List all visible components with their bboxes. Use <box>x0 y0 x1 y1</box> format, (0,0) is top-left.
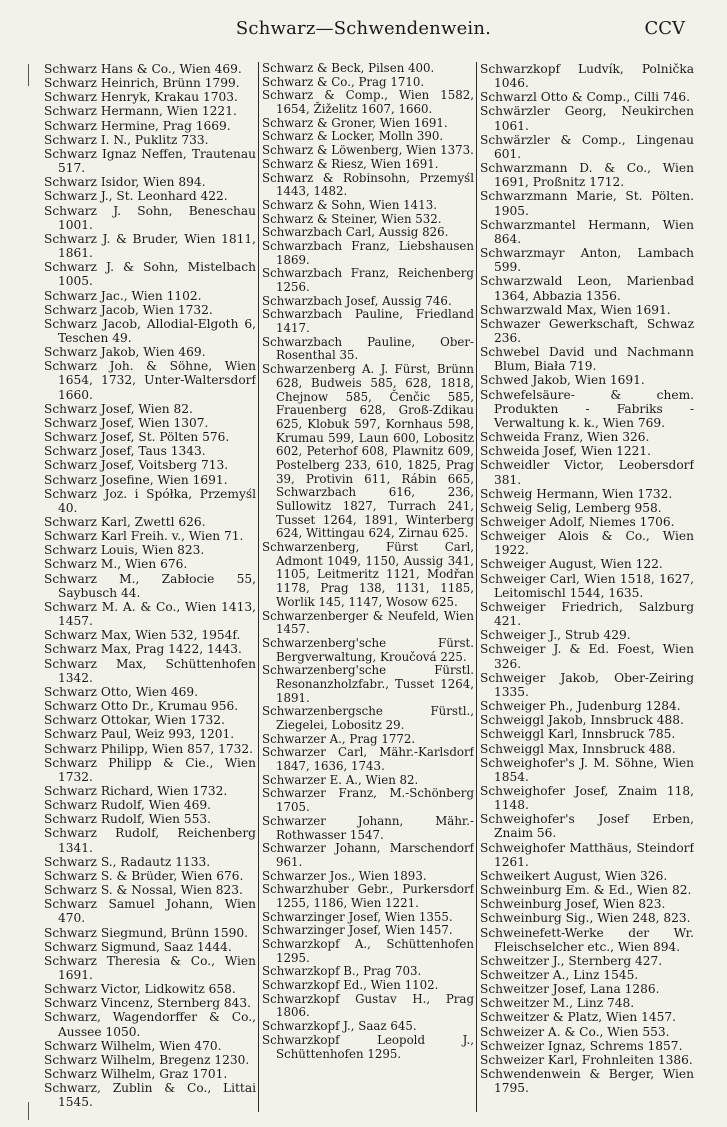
directory-entry: Schwarzkopf Ed., Wien 1102. <box>262 978 439 993</box>
directory-entry: Schwarzkopf J., Saaz 645. <box>262 1019 417 1034</box>
directory-entry: Schwarzenberg'sche Fürstl. Resonanzholzfabr., Tusset 1264, 1891. <box>262 663 474 705</box>
directory-entry: Schwarz Siegmund, Brünn 1590. <box>44 925 249 940</box>
margin-mark <box>28 1102 29 1120</box>
directory-entry: Schwarz Josefine, Wien 1691. <box>44 472 228 487</box>
directory-entry: Schwarz Rudolf, Reichenberg 1341. <box>44 826 256 855</box>
directory-entry: Schwarz & Groner, Wien 1691. <box>262 115 448 130</box>
directory-entry: Schwarz S. & Brüder, Wien 676. <box>44 868 244 883</box>
directory-entry: Schwarz Josef, Voitsberg 713. <box>44 458 229 473</box>
directory-entry: Schwarzkopf B., Prag 703. <box>262 964 422 979</box>
directory-entry: Schwarzwald Leon, Marienbad 1364, Abbazia 1356. <box>480 274 694 303</box>
directory-entry: Schwarz J. & Sohn, Mistelbach 1005. <box>44 260 256 289</box>
directory-entry: Schwarzer Franz, M.-Schönberg 1705. <box>262 786 474 815</box>
directory-entry: Schwarzer Johann, Mähr.-Rothwasser 1547. <box>262 813 474 842</box>
directory-entry: Schwarzmann D. & Co., Wien 1691, Proßnitz 1712. <box>480 161 694 190</box>
directory-entry: Schwarzer E. A., Wien 82. <box>262 772 419 787</box>
directory-entry: Schwarz Philipp, Wien 857, 1732. <box>44 741 253 756</box>
page-number: CCV <box>644 18 685 39</box>
directory-entry: Schwarz Rudolf, Wien 469. <box>44 798 212 813</box>
directory-entry: Schwarz Paul, Weiz 993, 1201. <box>44 727 235 742</box>
directory-entry: Schwarz Jakob, Wien 469. <box>44 345 206 360</box>
directory-entry: Schwärzler & Comp., Lingenau 601. <box>480 132 694 161</box>
directory-entry: Schwarz Samuel Johann, Wien 470. <box>44 897 256 926</box>
directory-entry: Schwarz Max, Prag 1422, 1443. <box>44 642 242 657</box>
directory-entry: Schwarz J. & Bruder, Wien 1811, 1861. <box>44 231 256 261</box>
directory-entry: Schwarzmantel Hermann, Wien 864. <box>480 217 694 246</box>
directory-entry: Schweighofer Matthäus, Steindorf 1261. <box>480 840 694 869</box>
directory-entry: Schwarz & Steiner, Wien 532. <box>262 211 442 226</box>
directory-entry: Schwarz Henryk, Krakau 1703. <box>44 90 238 105</box>
directory-entry: Schwarz, Wagendorffer & Co., Aussee 1050. <box>44 1010 256 1039</box>
directory-entry: Schwarz M. A. & Co., Wien 1413, 1457. <box>44 599 256 629</box>
directory-entry: Schwed Jakob, Wien 1691. <box>480 373 645 388</box>
directory-entry: Schweinburg Em. & Ed., Wien 82. <box>480 883 692 898</box>
directory-entry: Schweiggl Max, Innsbruck 488. <box>480 741 676 756</box>
directory-entry: Schwarz S., Radautz 1133. <box>44 854 211 869</box>
column-rule <box>476 62 477 1112</box>
directory-entry: Schwarz Wilhelm, Bregenz 1230. <box>44 1052 250 1067</box>
directory-entry: Schwarz & Comp., Wien 1582, 1654, Žiželitz 1607, 1660. <box>262 88 474 117</box>
directory-entry: Schweiger Friedrich, Salzburg 421. <box>480 599 694 629</box>
directory-entry: Schwarz & Robinsohn, Przemyśl 1443, 1482. <box>262 170 474 199</box>
directory-entry: Schweida Franz, Wien 326. <box>480 430 650 445</box>
directory-entry: Schwarz Josef, St. Pölten 576. <box>44 430 230 445</box>
directory-entry: Schwarz Josef, Wien 82. <box>44 401 193 416</box>
directory-entry: Schwarz Victor, Lidkowitz 658. <box>44 982 236 997</box>
directory-entry: Schwarzkopf Gustav H., Prag 1806. <box>262 991 474 1020</box>
directory-entry: Schwarzmann Marie, St. Pölten. 1905. <box>480 189 694 218</box>
directory-entry: Schwarz Wilhelm, Graz 1701. <box>44 1067 228 1082</box>
directory-entry: Schwarz & Riesz, Wien 1691. <box>262 156 439 171</box>
directory-entry: Schwarz Ottokar, Wien 1732. <box>44 713 225 728</box>
directory-entry: Schwarz Heinrich, Brünn 1799. <box>44 76 240 91</box>
directory-entry: Schweiger Jakob, Ober-Zeiring 1335. <box>480 670 694 699</box>
directory-entry: Schwarz Jacob, Allodial-Elgoth 6, Teschen 49. <box>44 316 256 345</box>
directory-entry: Schwarz & Locker, Molln 390. <box>262 129 444 144</box>
directory-entry: Schwarzenbergsche Fürstl., Ziegelei, Lobositz 29. <box>262 704 474 732</box>
directory-entry: Schwarz Max, Schüttenhofen 1342. <box>44 656 256 685</box>
directory-entry: Schwarz & Sohn, Wien 1413. <box>262 197 437 212</box>
directory-entry: Schweiger J. & Ed. Foest, Wien 326. <box>480 642 694 671</box>
directory-entry: Schweiger J., Strub 429. <box>480 628 631 643</box>
directory-entry: Schwarzer Jos., Wien 1893. <box>262 868 427 883</box>
directory-entry: Schwarz Hans & Co., Wien 469. <box>44 62 242 76</box>
directory-entry: Schwarz Richard, Wien 1732. <box>44 783 228 798</box>
directory-entry: Schwarz Karl Freih. v., Wien 71. <box>44 529 244 544</box>
directory-entry: Schwarz Josef, Taus 1343. <box>44 444 206 459</box>
directory-entry: Schwarz Jac., Wien 1102. <box>44 288 202 303</box>
directory-entry: Schwarz & Co., Prag 1710. <box>262 74 425 89</box>
directory-entry: Schweiggl Karl, Innsbruck 785. <box>480 727 676 742</box>
directory-entry: Schwarzkopf Leopold J., Schüttenhofen 1295. <box>262 1032 474 1061</box>
directory-entry: Schwarzmayr Anton, Lambach 599. <box>480 246 694 275</box>
directory-entry: Schwarzinger Josef, Wien 1355. <box>262 909 453 924</box>
directory-entry: Schwarz & Löwenberg, Wien 1373. <box>262 143 474 158</box>
directory-entry: Schwarzbach Carl, Aussig 826. <box>262 225 449 240</box>
directory-entry: Schwarz Philipp & Cie., Wien 1732. <box>44 755 256 784</box>
directory-entry: Schwarz J., St. Leonhard 422. <box>44 189 228 204</box>
directory-entry: Schweiger Alois & Co., Wien 1922. <box>480 529 694 558</box>
directory-entry: Schwarz M., Zabłocie 55, Saybusch 44. <box>44 571 256 600</box>
directory-entry: Schweiger Adolf, Niemes 1706. <box>480 515 675 529</box>
directory-entry: Schwarzkopf Ludvík, Polnička 1046. <box>480 62 694 91</box>
column-rule <box>258 62 259 1112</box>
column-1 <box>44 62 256 1112</box>
directory-entry: Schwefelsäure- & chem. Produkten - Fabriks - Verwaltung k. k., Wien 769. <box>480 387 694 430</box>
directory-entry: Schweiger August, Wien 122. <box>480 557 663 572</box>
directory-entry: Schwarzbach Franz, Reichenberg 1256. <box>262 266 474 294</box>
directory-entry: Schwarzer A., Prag 1772. <box>262 731 416 746</box>
directory-entry: Schweighofer's J. M. Söhne, Wien 1854. <box>480 755 694 784</box>
directory-entry: Schwarzbach Josef, Aussig 746. <box>262 293 452 308</box>
directory-entry: Schwarzenberg'sche Fürst. Bergverwaltung, Kroučová 225. <box>262 635 474 664</box>
directory-entry: Schwarz, Zublin & Co., Littai 1545. <box>44 1081 256 1110</box>
directory-entry: Schwarz Vincenz, Sternberg 843. <box>44 996 252 1011</box>
directory-entry: Schwarzbach Franz, Liebshausen 1869. <box>262 238 474 267</box>
directory-entry: Schwarz Otto, Wien 469. <box>44 684 198 699</box>
directory-entry: Schwarz Hermine, Prag 1669. <box>44 118 231 133</box>
directory-entry: Schwarzinger Josef, Wien 1457. <box>262 923 453 938</box>
directory-entry: Schwarz M., Wien 676. <box>44 557 188 572</box>
directory-entry: Schwazer Gewerkschaft, Schwaz 236. <box>480 316 694 345</box>
directory-entry: Schwarzwald Max, Wien 1691. <box>480 302 671 317</box>
directory-entry: Schwarzer Johann, Marschendorf 961. <box>262 841 474 869</box>
directory-entry: Schwendenwein & Berger, Wien 1795. <box>480 1067 694 1096</box>
directory-entry: Schwarz Josef, Wien 1307. <box>44 415 209 430</box>
margin-mark <box>28 64 29 86</box>
directory-columns <box>44 62 694 1112</box>
directory-entry: Schwarz Isidor, Wien 894. <box>44 175 206 190</box>
directory-entry: Schweig Hermann, Wien 1732. <box>480 486 673 501</box>
directory-entry: Schweiger Ph., Judenburg 1284. <box>480 699 681 714</box>
directory-entry: Schweizer Ignaz, Schrems 1857. <box>480 1038 683 1053</box>
directory-entry: Schwarz S. & Nossal, Wien 823. <box>44 883 243 898</box>
column-3 <box>480 62 694 1112</box>
directory-entry: Schwarz Hermann, Wien 1221. <box>44 104 237 119</box>
directory-entry: Schwarz Louis, Wien 823. <box>44 543 205 558</box>
directory-entry: Schwarzenberg, Fürst Carl, Admont 1049, 1150, Aussig 341, 1105, Leitmeritz 1121, Modřan 1178, Prag 138, 1131, 1185, Worlik 145, 1147, Wosow 625. <box>262 540 474 609</box>
column-2 <box>262 62 474 1112</box>
directory-entry: Schwarz Ignaz Neffen, Trautenau 517. <box>44 146 256 176</box>
directory-entry: Schweinburg Josef, Wien 823. <box>480 897 666 912</box>
directory-entry: Schwarz Jacob, Wien 1732. <box>44 302 213 317</box>
directory-entry: Schweinburg Sig., Wien 248, 823. <box>480 911 691 926</box>
directory-entry: Schwarz Karl, Zwettl 626. <box>44 515 206 529</box>
directory-entry: Schwarzl Otto & Comp., Cilli 746. <box>480 90 691 105</box>
directory-entry: Schwarz Wilhelm, Wien 470. <box>44 1038 222 1053</box>
directory-entry: Schwarz & Beck, Pilsen 400. <box>262 62 435 75</box>
directory-entry: Schweinefett-Werke der Wr. Fleischselcher etc., Wien 894. <box>480 925 694 954</box>
directory-entry: Schwarz Sigmund, Saaz 1444. <box>44 939 232 954</box>
directory-entry: Schwarz J. Sohn, Beneschau 1001. <box>44 203 256 232</box>
directory-entry: Schwarzer Carl, Mähr.-Karlsdorf 1847, 1636, 1743. <box>262 745 474 774</box>
directory-entry: Schwarz Rudolf, Wien 553. <box>44 812 212 827</box>
directory-entry: Schweig Selig, Lemberg 958. <box>480 500 662 515</box>
directory-entry: Schwarzhuber Gebr., Purkersdorf 1255, 1186, Wien 1221. <box>262 882 474 910</box>
directory-entry: Schweighofer Josef, Znaim 118, 1148. <box>480 783 694 813</box>
directory-entry: Schweizer Karl, Frohnleiten 1386. <box>480 1052 693 1067</box>
directory-entry: Schweida Josef, Wien 1221. <box>480 444 652 459</box>
directory-entry: Schweitzer J., Sternberg 427. <box>480 953 663 968</box>
directory-entry: Schweizer A. & Co., Wien 553. <box>480 1024 670 1039</box>
directory-entry: Schwarz Otto Dr., Krumau 956. <box>44 699 239 714</box>
directory-entry: Schweitzer & Platz, Wien 1457. <box>480 1010 676 1025</box>
directory-entry: Schweikert August, Wien 326. <box>480 868 668 883</box>
directory-entry: Schwarz Theresia & Co., Wien 1691. <box>44 953 256 982</box>
directory-entry: Schweidler Victor, Leobersdorf 381. <box>480 458 694 487</box>
directory-entry: Schwarzbach Pauline, Friedland 1417. <box>262 307 474 336</box>
directory-entry: Schweitzer Josef, Lana 1286. <box>480 982 660 997</box>
page-title: Schwarz—Schwendenwein. <box>235 18 492 39</box>
directory-entry: Schwebel David und Nachmann Blum, Biała 719. <box>480 345 694 374</box>
directory-entry: Schweiger Carl, Wien 1518, 1627, Leitomischl 1544, 1635. <box>480 571 694 600</box>
directory-entry: Schwarzkopf A., Schüttenhofen 1295. <box>262 937 474 965</box>
directory-entry: Schweiggl Jakob, Innsbruck 488. <box>480 713 684 728</box>
directory-entry: Schwarzenberg A. J. Fürst, Brünn 628, Budweis 585, 628, 1818, Chejnow 585, Čenčic 585, Frauenberg 628, Groß-Zdikau 625, Klobuk 597, Kornhaus 598, Krumau 599, Laun 600, Lobositz 602, Peterhof 608, Plawnitz 609, Postelberg 233, 610, 1825, Prag 39, Protivin 611, Rábin 665, Schwarzbach 616, 236, Sullowitz 1827, Turrach 241, Tusset 1264, 1891, Winterberg 624, Wittingau 624, Zirnau 625. <box>262 362 474 541</box>
directory-entry: Schwarz Joh. & Söhne, Wien 1654, 1732, Unter-Waltersdorf 1660. <box>44 359 256 402</box>
running-head <box>0 18 727 44</box>
directory-entry: Schweitzer A., Linz 1545. <box>480 968 639 982</box>
directory-entry: Schwarz I. N., Puklitz 733. <box>44 132 209 147</box>
directory-entry: Schweighofer's Josef Erben, Znaim 56. <box>480 812 694 841</box>
directory-entry: Schwarz Joz. i Spółka, Przemyśl 40. <box>44 486 256 515</box>
directory-entry: Schwarzenberger & Neufeld, Wien 1457. <box>262 608 474 637</box>
directory-entry: Schweitzer M., Linz 748. <box>480 996 635 1011</box>
directory-entry: Schwärzler Georg, Neukirchen 1061. <box>480 104 694 133</box>
directory-entry: Schwarz Max, Wien 532, 1954f. <box>44 628 241 643</box>
directory-entry: Schwarzbach Pauline, Ober-Rosenthal 35. <box>262 334 474 363</box>
